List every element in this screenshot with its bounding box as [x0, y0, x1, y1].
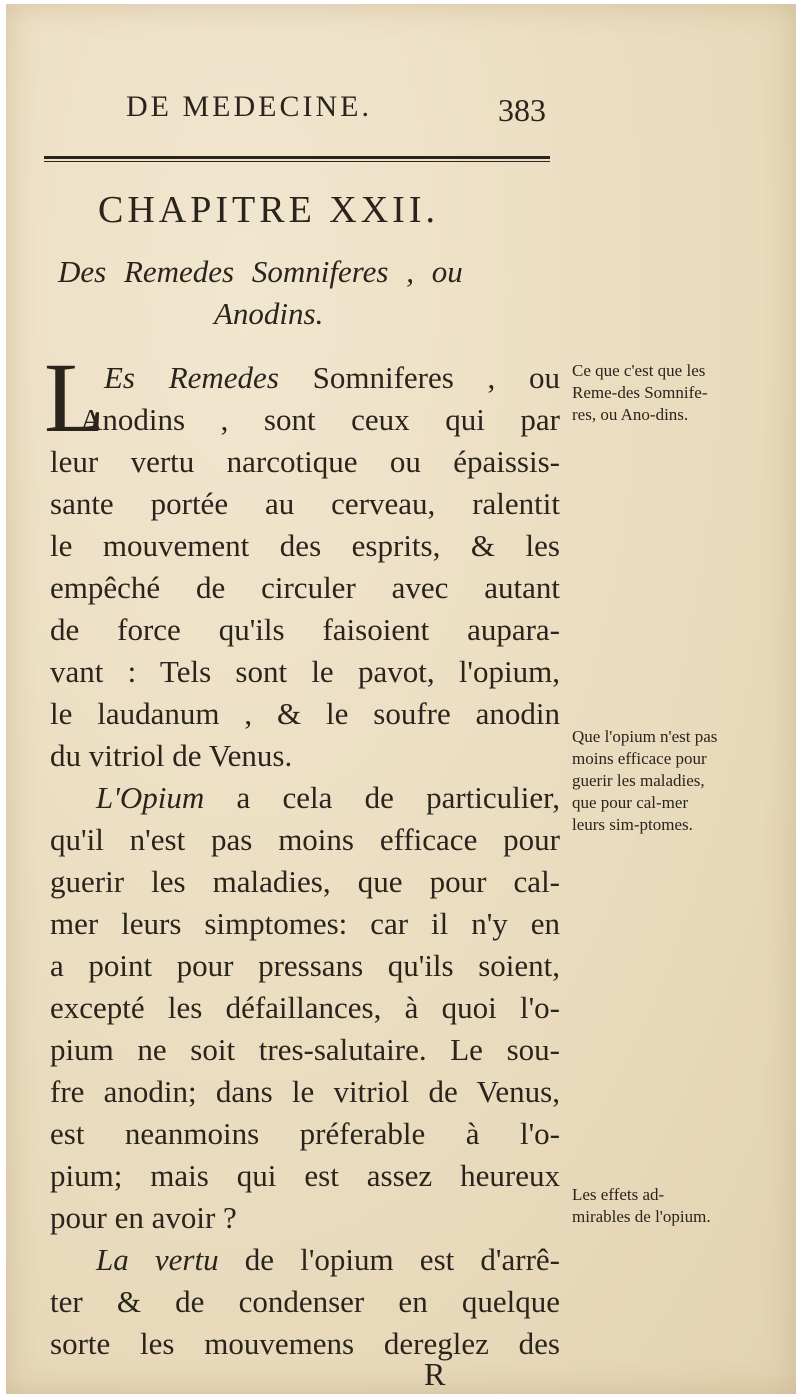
margin-note: Ce que c'est que les Reme-des Somnife-res, ou Ano-dins.	[572, 361, 708, 424]
body-line: fre anodin; dans le vitriol de Venus,	[50, 1074, 560, 1109]
chapter-subtitle-line2: Anodins.	[214, 296, 324, 331]
italic-phrase: Es Remedes	[104, 360, 279, 395]
page-number: 383	[498, 92, 546, 128]
body-line: de force qu'ils faisoient aupara-	[50, 612, 560, 647]
header-rule	[44, 156, 550, 162]
body-line: a point pour pressans qu'ils soient,	[50, 948, 560, 983]
italic-phrase: L'Opium	[96, 780, 205, 815]
body-line: mer leurs simptomes: car il n'y en	[50, 906, 560, 941]
margin-note: Que l'opium n'est pas moins efficace pour guerir les maladies, que pour cal-mer leurs sim-ptomes.	[572, 727, 718, 834]
body-line: excepté les défaillances, à quoi l'o-	[50, 990, 560, 1025]
italic-phrase: La vertu	[96, 1242, 219, 1277]
margin-note: Les effets ad-mirables de l'opium.	[572, 1185, 711, 1226]
body-line: pium; mais qui est assez heureux	[50, 1158, 560, 1193]
chapter-subtitle-line1: Des Remedes Somniferes , ou	[58, 254, 463, 289]
body-line: sorte les mouvemens dereglez des	[50, 1326, 560, 1361]
body-line: est neanmoins préferable à l'o-	[50, 1116, 560, 1151]
drop-cap: L	[44, 342, 106, 453]
body-line: sante portée au cerveau, ralentit	[50, 486, 560, 521]
body-line: qu'il n'est pas moins efficace pour	[50, 822, 560, 857]
book-page	[6, 4, 796, 1394]
body-line: Anodins , sont ceux qui par	[80, 402, 560, 437]
body-line: ter & de condenser en quelque	[50, 1284, 560, 1319]
running-head: DE MEDECINE.	[126, 90, 372, 123]
text-run: de l'opium est d'arrê-	[218, 1242, 560, 1277]
body-line	[96, 780, 560, 816]
body-line: guerir les maladies, que pour cal-	[50, 864, 560, 899]
body-line: leur vertu narcotique ou épaissis-	[50, 444, 560, 479]
body-line: le laudanum , & le soufre anodin	[50, 696, 560, 731]
body-line: pour en avoir ?	[50, 1200, 237, 1235]
body-line	[104, 360, 560, 396]
body-line: pium ne soit tres-salutaire. Le sou-	[50, 1032, 560, 1067]
body-line	[96, 1242, 560, 1278]
chapter-title: CHAPITRE XXII.	[98, 189, 439, 231]
body-line: le mouvement des esprits, & les	[50, 528, 560, 563]
text-run: a cela de particulier,	[204, 780, 560, 815]
body-line: vant : Tels sont le pavot, l'opium,	[50, 654, 560, 689]
body-line: empêché de circuler avec autant	[50, 570, 560, 605]
body-line: du vitriol de Venus.	[50, 738, 293, 773]
text-run: Somniferes , ou	[278, 360, 560, 395]
catchword: R	[424, 1356, 446, 1392]
